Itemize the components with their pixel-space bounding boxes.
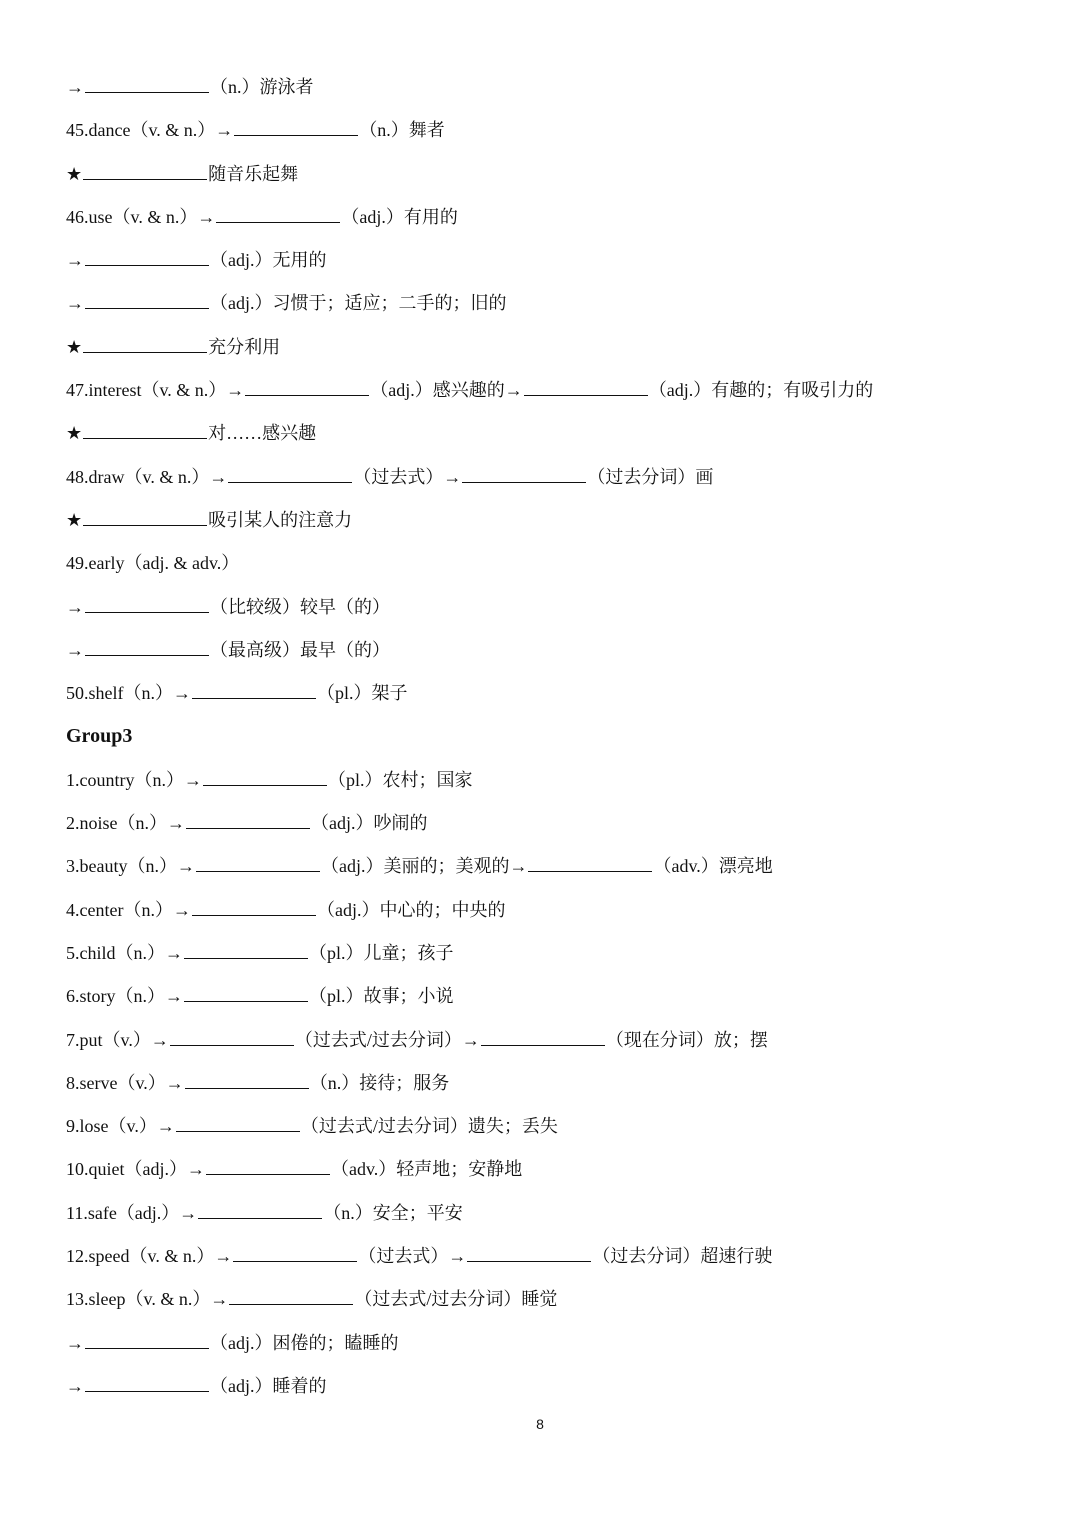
exercise-text: 随音乐起舞 (208, 163, 299, 184)
exercise-text: （最高级）最早（的） (210, 639, 390, 660)
exercise-text: 吸引某人的注意力 (208, 509, 353, 530)
exercise-line (66, 109, 1016, 152)
exercise-text: （adj.）有用的 (341, 206, 458, 227)
exercise-text: （过去式/过去分词）睡觉 (354, 1289, 558, 1310)
exercise-text: （n.）游泳者 (210, 77, 314, 97)
exercise-line (66, 1105, 1016, 1148)
exercise-line (66, 845, 1016, 888)
exercise-text: （adj.）习惯于；适应；二手的；旧的 (210, 293, 507, 314)
exercise-line (66, 1365, 1016, 1408)
exercise-text: 5.child（n.）→ (66, 942, 183, 963)
exercise-line (66, 1148, 1016, 1191)
exercise-line (66, 153, 1016, 196)
exercise-text: （现在分词）放；摆 (605, 1029, 768, 1050)
answer-blank (233, 1244, 357, 1262)
answer-blank (229, 1287, 353, 1305)
exercise-text: （pl.）故事；小说 (309, 986, 454, 1007)
exercise-text: 3.beauty（n.）→ (66, 856, 195, 877)
exercise-text: 1.country（n.）→ (66, 769, 202, 790)
answer-blank (462, 465, 586, 483)
answer-blank (234, 118, 358, 136)
exercise-line (66, 456, 1016, 499)
exercise-text: 49.early（adj. & adv.） (66, 553, 240, 574)
answer-blank (184, 941, 308, 959)
answer-blank (198, 1201, 322, 1219)
exercise-text: 4.center（n.）→ (66, 899, 191, 920)
exercise-text: （adv.）轻声地；安静地 (330, 1159, 523, 1180)
exercise-text: 6.story（n.）→ (66, 986, 183, 1007)
answer-blank (203, 768, 327, 786)
exercise-text: → (66, 293, 84, 314)
answer-blank (83, 508, 207, 526)
exercise-text: （过去式/过去分词）遗失；丢失 (300, 1116, 558, 1137)
exercise-text: （n.）接待；服务 (309, 1072, 450, 1093)
exercise-text: （adj.）美丽的；美观的→ (320, 856, 528, 877)
worksheet-page (66, 66, 1016, 1408)
exercise-text: （过去式）→ (358, 1246, 467, 1267)
exercise-text: （adv.）漂亮地 (653, 856, 773, 877)
exercise-text: （adj.）无用的 (210, 250, 327, 271)
exercise-text: （比较级）较早（的） (210, 596, 390, 617)
exercise-line (66, 282, 1016, 325)
answer-blank (83, 162, 207, 180)
exercise-text: 45.dance（v. & n.）→ (66, 120, 234, 141)
exercise-text: （adj.）中心的；中央的 (316, 899, 506, 920)
exercise-line (66, 196, 1016, 239)
exercise-line (66, 672, 1016, 715)
exercise-line (66, 542, 1016, 585)
exercise-text: （过去式）→ (353, 466, 462, 487)
answer-blank (186, 811, 310, 829)
exercise-line (66, 802, 1016, 845)
exercise-text: 48.draw（v. & n.）→ (66, 466, 228, 487)
exercise-text: 8.serve（v.）→ (66, 1072, 184, 1093)
exercise-text: ★ (66, 163, 83, 184)
exercise-line (66, 586, 1016, 629)
exercise-text: （adj.）睡着的 (210, 1375, 327, 1396)
exercise-line (66, 889, 1016, 932)
exercise-text: （adj.）困倦的；瞌睡的 (210, 1332, 399, 1353)
exercise-text: 11.safe（adj.）→ (66, 1202, 198, 1223)
exercise-text: 充分利用 (208, 336, 281, 357)
exercise-text: ★ (66, 509, 83, 530)
exercise-text: → (66, 639, 84, 660)
exercise-text: 12.speed（v. & n.）→ (66, 1246, 233, 1267)
answer-blank (192, 898, 316, 916)
exercise-text: 10.quiet（adj.）→ (66, 1159, 205, 1180)
answer-blank (467, 1244, 591, 1262)
exercise-text: （n.）舞者 (359, 120, 445, 141)
exercise-text: → (66, 77, 84, 97)
exercise-text: → (66, 250, 84, 271)
answer-blank (481, 1028, 605, 1046)
exercise-text: （adj.）感兴趣的→ (370, 380, 523, 401)
exercise-line (66, 932, 1016, 975)
answer-blank (85, 75, 209, 93)
exercise-text: → (66, 596, 84, 617)
page-number: 8 (536, 1416, 544, 1432)
exercise-line (66, 759, 1016, 802)
exercise-text: ★ (66, 423, 83, 444)
answer-blank (170, 1028, 294, 1046)
exercise-text: 对……感兴趣 (208, 423, 317, 444)
answer-blank (196, 854, 320, 872)
exercise-line (66, 66, 1016, 109)
answer-blank (192, 681, 316, 699)
exercise-line (66, 499, 1016, 542)
answer-blank (528, 854, 652, 872)
answer-blank (206, 1157, 330, 1175)
answer-blank (216, 205, 340, 223)
exercise-text: → (66, 1332, 84, 1353)
exercise-text: 7.put（v.）→ (66, 1029, 169, 1050)
exercise-text: （n.）安全；平安 (323, 1202, 463, 1223)
answer-blank (176, 1114, 300, 1132)
exercise-text: （adj.）有趣的；有吸引力的 (648, 380, 874, 401)
answer-blank (85, 248, 209, 266)
exercise-text: （过去分词）画 (587, 466, 714, 487)
exercise-text: 2.noise（n.）→ (66, 813, 185, 834)
answer-blank (83, 421, 207, 439)
exercise-line (66, 975, 1016, 1018)
exercise-text: 50.shelf（n.）→ (66, 683, 191, 704)
exercise-line (66, 369, 1016, 412)
exercise-text: 13.sleep（v. & n.）→ (66, 1289, 229, 1310)
section-heading: Group3 (66, 725, 133, 748)
answer-blank (85, 291, 209, 309)
exercise-line (66, 1062, 1016, 1105)
answer-blank (85, 1374, 209, 1392)
exercise-text: （过去式/过去分词）→ (294, 1029, 480, 1050)
exercise-line (66, 1278, 1016, 1321)
exercise-text: （过去分词）超速行驶 (592, 1246, 773, 1267)
answer-blank (85, 595, 209, 613)
exercise-text: ★ (66, 336, 83, 357)
answer-blank (184, 984, 308, 1002)
exercise-text: （pl.）农村；国家 (327, 769, 473, 790)
exercise-text: 47.interest（v. & n.）→ (66, 380, 245, 401)
answer-blank (185, 1071, 309, 1089)
exercise-line (66, 239, 1016, 282)
exercise-line (66, 1019, 1016, 1062)
exercise-line (66, 1235, 1016, 1278)
answer-blank (228, 465, 352, 483)
exercise-text: （pl.）架子 (317, 683, 408, 704)
exercise-text: （adj.）吵闹的 (311, 813, 428, 834)
exercise-text: 46.use（v. & n.）→ (66, 206, 216, 227)
answer-blank (85, 1331, 209, 1349)
exercise-text: → (66, 1375, 84, 1396)
exercise-line (66, 326, 1016, 369)
exercise-line (66, 1322, 1016, 1365)
answer-blank (524, 378, 648, 396)
exercise-text: 9.lose（v.）→ (66, 1116, 175, 1137)
exercise-line (66, 1192, 1016, 1235)
exercise-text: （pl.）儿童；孩子 (309, 942, 454, 963)
answer-blank (83, 335, 207, 353)
exercise-line (66, 629, 1016, 672)
exercise-line (66, 412, 1016, 455)
answer-blank (85, 638, 209, 656)
answer-blank (245, 378, 369, 396)
